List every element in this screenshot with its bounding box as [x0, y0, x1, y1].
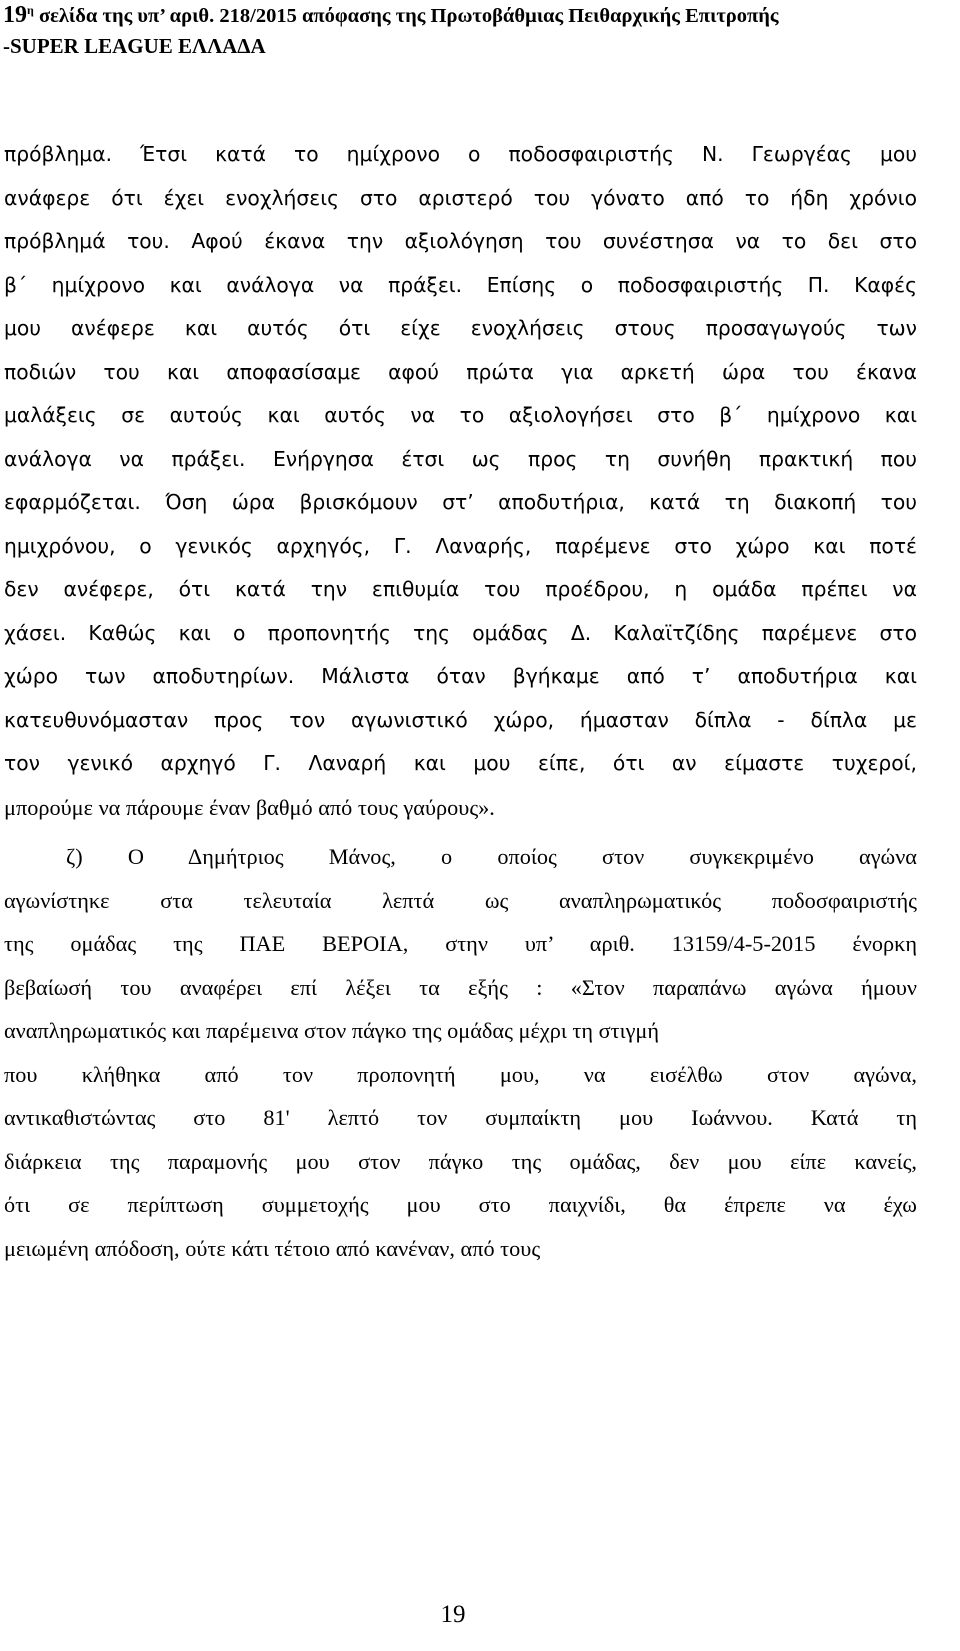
text-line: μειωμένη απόδοση, ούτε κάτι τέτοιο από κανέναν, από τους	[4, 1235, 541, 1261]
text-line: χώρο των αποδυτηρίων. Μάλιστα όταν βγήκαμε από τ’ αποδυτήρια και	[4, 664, 917, 688]
text-line: αντικαθιστώντας στο 81' λεπτό τον συμπαίκτη μου Ιωάννου. Κατά τη	[4, 1105, 917, 1130]
text-line: ποδιών του και αποφασίσαμε αφού πρώτα για αρκετή ώρα του έκανα	[4, 359, 917, 384]
text-line: β΄ ημίχρονο και ανάλογα να πράξει. Επίσης ο ποδοσφαιριστής Π. Καφές	[4, 272, 917, 297]
paragraph-start-line: ζ) Ο Δημήτριος Μάνος, ο οποίος στον συγκεκριμένο αγώνα	[66, 844, 917, 869]
text-line: χάσει. Καθώς και ο προπονητής της ομάδας Δ. Καλαϊτζίδης παρέμενε στο	[4, 620, 917, 645]
header-organization: -SUPER LEAGUE ΕΛΛΑΔΑ	[3, 34, 266, 58]
text-line: ανάφερε ότι έχει ενοχλήσεις στο αριστερό του γόνατο από το ήδη χρόνιο	[4, 185, 917, 210]
text-line: ημιχρόνου, ο γενικός αρχηγός, Γ. Λαναρής, παρέμενε στο χώρο και ποτέ	[4, 533, 917, 558]
text-line: πρόβλημα. Έτσι κατά το ημίχρονο ο ποδοσφαιριστής Ν. Γεωργέας μου	[4, 142, 917, 166]
header-ordinal-mark: η	[27, 3, 34, 18]
header-title-text: σελίδα της υπ’ αριθ. 218/2015 απόφασης της Πρωτοβάθμιας Πειθαρχικής Επιτροπής	[33, 5, 779, 27]
text-line: ανάλογα να πράξει. Ενήργησα έτσι ως προς τη συνήθη πρακτική που	[4, 446, 917, 471]
header-page-number: 19	[3, 2, 27, 28]
text-line: που κλήθηκα από τον προπονητή μου, να εισέλθω στον αγώνα,	[4, 1061, 917, 1087]
text-line: αναπληρωματικός και παρέμεινα στον πάγκο της ομάδας μέχρι τη στιγμή	[4, 1018, 660, 1043]
page-footer	[0, 1600, 960, 1630]
text-line: πρόβλημά του. Αφού έκανα την αξιολόγηση του συνέστησα να το δει στο	[4, 229, 917, 253]
text-line: εφαρμόζεται. Όση ώρα βρισκόμουν στ’ αποδυτήρια, κατά τη διακοπή του	[4, 490, 917, 514]
header-title-line	[3, 0, 960, 31]
page-header	[0, 0, 960, 61]
text-line: ότι σε περίπτωση συμμετοχής μου στο παιχνίδι, θα έπρεπε να έχω	[4, 1192, 917, 1217]
text-line: διάρκεια της παραμονής μου στον πάγκο της ομάδας, δεν μου είπε κανείς,	[4, 1148, 917, 1174]
text-line: μαλάξεις σε αυτούς και αυτός να το αξιολογήσει στο β΄ ημίχρονο και	[4, 403, 917, 427]
footer-page-number: 19	[440, 1601, 466, 1628]
text-line: αγωνίστηκε στα τελευταία λεπτά ως αναπληρωματικός ποδοσφαιριστής	[4, 887, 917, 913]
text-line: μου ανέφερε και αυτός ότι είχε ενοχλήσεις στους προσαγωγούς των	[4, 316, 917, 340]
text-line: τον γενικό αρχηγό Γ. Λαναρή και μου είπε, ότι αν είμαστε τυχεροί,	[4, 751, 917, 775]
text-line: κατευθυνόμασταν προς τον αγωνιστικό χώρο, ήμασταν δίπλα - δίπλα με	[4, 707, 917, 732]
text-line: βεβαίωσή του αναφέρει επί λέξει τα εξής : «Στον παραπάνω αγώνα ήμουν	[4, 974, 917, 1000]
document-body	[4, 133, 917, 1270]
text-line: μπορούμε να πάρουμε έναν βαθμό από τους γαύρους».	[4, 794, 495, 820]
text-line: δεν ανέφερε, ότι κατά την επιθυμία του προέδρου, η ομάδα πρέπει να	[4, 577, 917, 601]
text-line: της ομάδας της ΠΑΕ ΒΕΡΟΙΑ, στην υπ’ αριθ. 13159/4-5-2015 ένορκη	[4, 931, 917, 956]
